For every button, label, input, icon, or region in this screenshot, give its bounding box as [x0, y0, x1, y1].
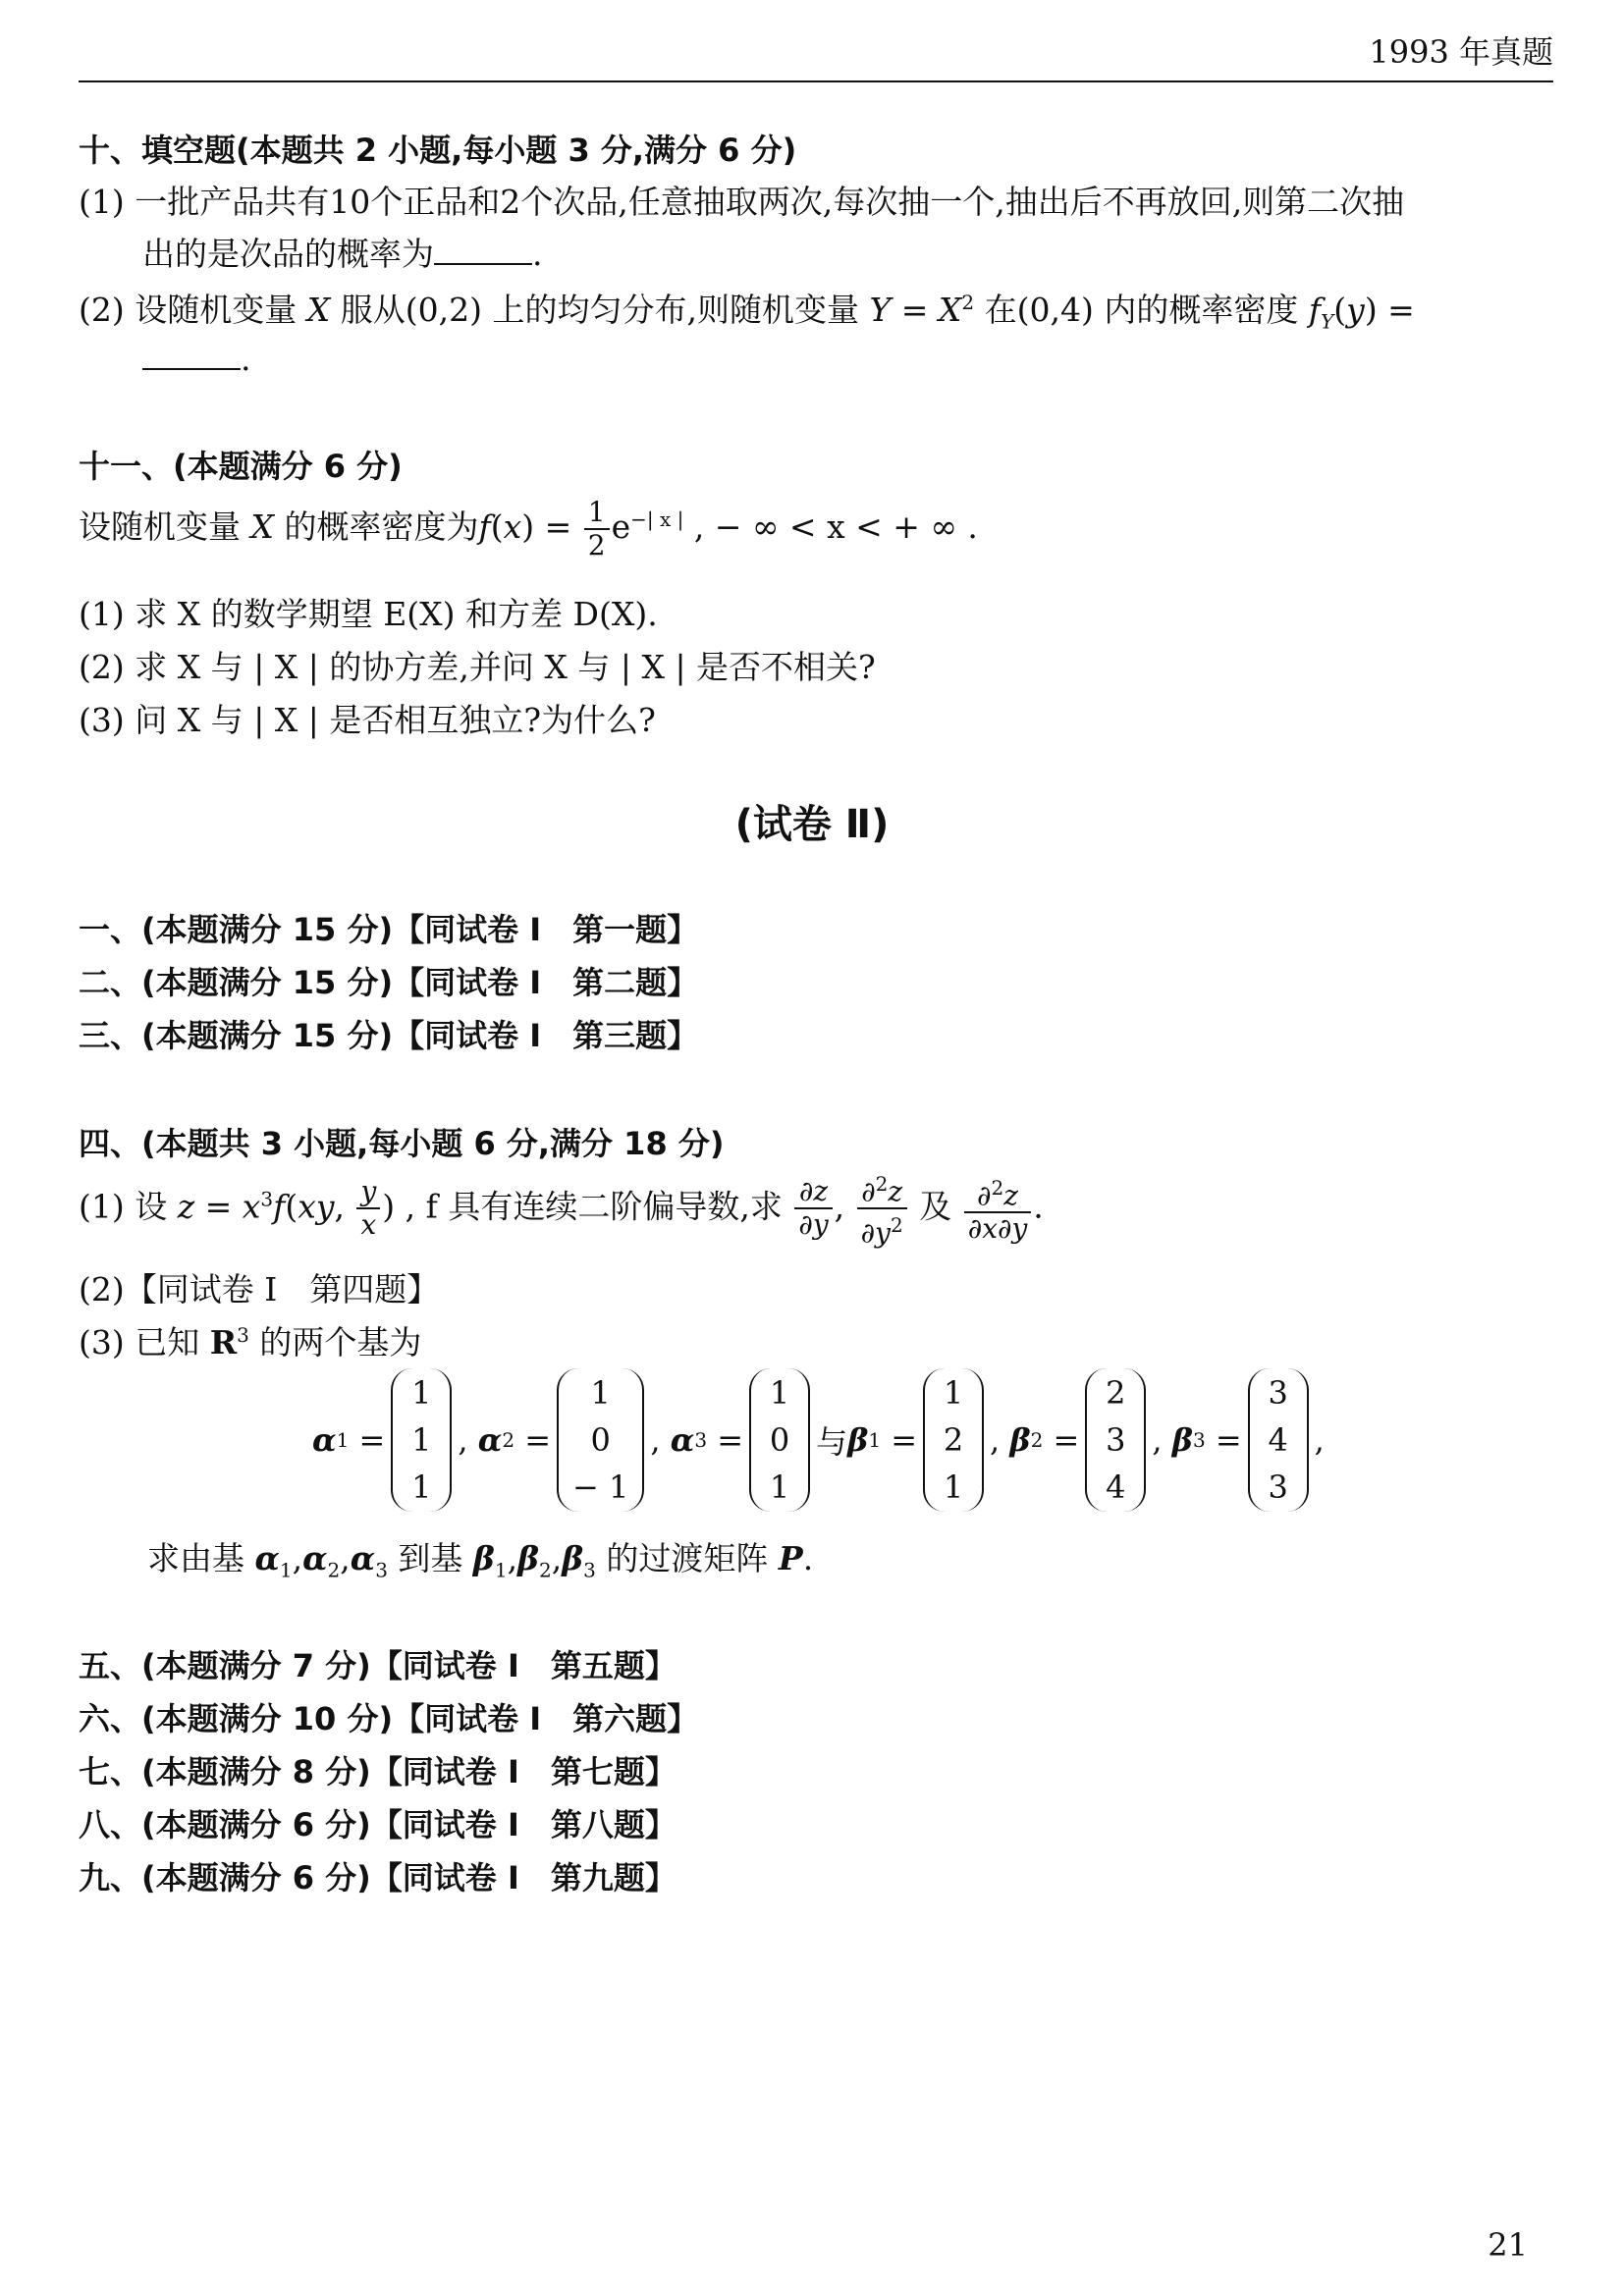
sec4-q1-a: (1) 设: [79, 1187, 168, 1226]
section-4-heading: 四、(本题共 3 小题,每小题 6 分,满分 18 分): [79, 1125, 725, 1162]
y-over-x: $\frac{y}{x}$: [356, 1176, 380, 1241]
alpha1-vector: 1 1 1: [391, 1368, 452, 1512]
partial-z-y: $\frac{\partial z}{\partial y}$: [794, 1176, 832, 1241]
header-rule: [79, 80, 1553, 82]
paper2-item-3: 三、(本题满分 15 分)【同试卷 Ⅰ 第三题】: [79, 1017, 699, 1054]
beta3-vector: 3 4 3: [1248, 1368, 1309, 1512]
beta2-vector: 2 3 4: [1085, 1368, 1146, 1512]
sec10-q1-line1: (1) 一批产品共有10个正品和2个次品,任意抽取两次,每次抽一个,抽出后不再放回,则第二次抽: [79, 183, 1405, 221]
alpha2-vector: 1 0 − 1: [557, 1368, 644, 1512]
page-number: 21: [1488, 2226, 1528, 2264]
ask-b: 到基: [398, 1539, 463, 1577]
sec10-q2-end: .: [241, 340, 251, 378]
section-10-heading: 十、填空题(本题共 2 小题,每小题 3 分,满分 6 分): [79, 132, 797, 169]
paper2-item-6: 六、(本题满分 10 分)【同试卷 Ⅰ 第六题】: [79, 1700, 699, 1737]
running-header: 1993 年真题: [1369, 33, 1553, 71]
paper2-item-1: 一、(本题满分 15 分)【同试卷 Ⅰ 第一题】: [79, 911, 699, 948]
paper2-item-5: 五、(本题满分 7 分)【同试卷 Ⅰ 第五题】: [79, 1647, 677, 1684]
paper2-item-2: 二、(本题满分 15 分)【同试卷 Ⅰ 第二题】: [79, 964, 699, 1001]
sec11-intro-b: 的概率密度为: [284, 507, 479, 546]
sec11-intro-a: 设随机变量: [79, 507, 241, 546]
paper2-item-9: 九、(本题满分 6 分)【同试卷 Ⅰ 第九题】: [79, 1859, 677, 1896]
sec4-q3-ask: 求由基 $\alpha_1,\alpha_2,\alpha_3$ 到基 $\beta_1,\beta_2,\beta_3$ 的过渡矩阵 P.: [147, 1539, 814, 1582]
sec10-q2-text-a: (2) 设随机变量: [79, 291, 298, 329]
partial2-z-xy: $\frac{\partial^2z}{\partial x\partial y}$: [964, 1172, 1032, 1245]
sec11-q1: (1) 求 X 的数学期望 E(X) 和方差 D(X).: [79, 595, 658, 633]
sec4-q3-a: (3) 已知: [79, 1323, 200, 1362]
sec11-q2: (2) 求 X 与 | X | 的协方差,并问 X 与 | X | 是否不相关?: [79, 648, 876, 686]
density-fraction: $\frac{1}{2}$: [584, 497, 610, 561]
paper-2-title: (试卷 Ⅱ): [734, 802, 890, 847]
sec11-intro: 设随机变量 X 的概率密度为f(x) = $\frac{1}{2}$ $e^{-| x |}$ , − ∞ < x < + ∞ .: [79, 496, 978, 561]
paper2-item-7: 七、(本题满分 8 分)【同试卷 Ⅰ 第七题】: [79, 1753, 677, 1790]
sec10-q1-line2: 出的是次品的概率为 .: [142, 235, 543, 273]
alpha3-vector: 1 0 1: [749, 1368, 810, 1512]
ask-a: 求由基: [147, 1539, 244, 1577]
basis-vectors: α 1 = 1 1 1 , α 2 = 1 0 − 1 , α 3 = 1 0 1 与 β 1 = 1 2 1 , β 2 = 2 3 4 , β 3 = 3 4 3 ,: [312, 1366, 1325, 1514]
sec10-q2-text-b: 服从(0,2) 上的均匀分布,则随机变量: [340, 291, 859, 329]
sec10-q1-text: 出的是次品的概率为: [142, 235, 434, 273]
sec10-q2-line1: (2) 设随机变量 X 服从(0,2) 上的均匀分布,则随机变量 $Y = X^2$ 在(0,4) 内的概率密度 $f_Y(y)$ =: [79, 291, 1415, 334]
sec4-q1-c: 及: [919, 1187, 952, 1226]
sec11-q3: (3) 问 X 与 | X | 是否相互独立?为什么?: [79, 701, 656, 739]
sec10-q2-text-c: 在(0,4) 内的概率密度: [984, 291, 1299, 329]
section-11-heading: 十一、(本题满分 6 分): [79, 448, 403, 485]
sec4-q1: (1) 设 $z = x^3f(xy$, $\frac{y}{x}$ ) , f 具有连续二阶偏导数,求 $\frac{\partial z}{\partial y}$ , $\frac{\partial^2z}{\partial y^2}$ 及 $\frac{\partial^2z}{\partial x\partial y}$ .: [79, 1168, 1044, 1250]
partial2-z-y2: $\frac{\partial^2z}{\partial y^2}$: [857, 1168, 907, 1250]
paper2-item-8: 八、(本题满分 6 分)【同试卷 Ⅰ 第八题】: [79, 1806, 677, 1843]
sec11-intro-c: , − ∞ < x < + ∞ .: [693, 507, 978, 546]
sec4-q3-b: 的两个基为: [259, 1323, 422, 1362]
beta1-vector: 1 2 1: [923, 1368, 984, 1512]
and-connector: 与: [816, 1423, 848, 1461]
answer-blank-2: [142, 339, 241, 370]
sec4-q2: (2)【同试卷 Ⅰ 第四题】: [79, 1270, 440, 1308]
ask-c: 的过渡矩阵: [606, 1539, 769, 1577]
sec4-q3: (3) 已知 $R^3$ 的两个基为: [79, 1323, 422, 1362]
answer-blank: [434, 234, 532, 265]
sec10-q2-line2: [142, 339, 251, 378]
sec4-q1-b: , f 具有连续二阶偏导数,求: [405, 1187, 783, 1226]
